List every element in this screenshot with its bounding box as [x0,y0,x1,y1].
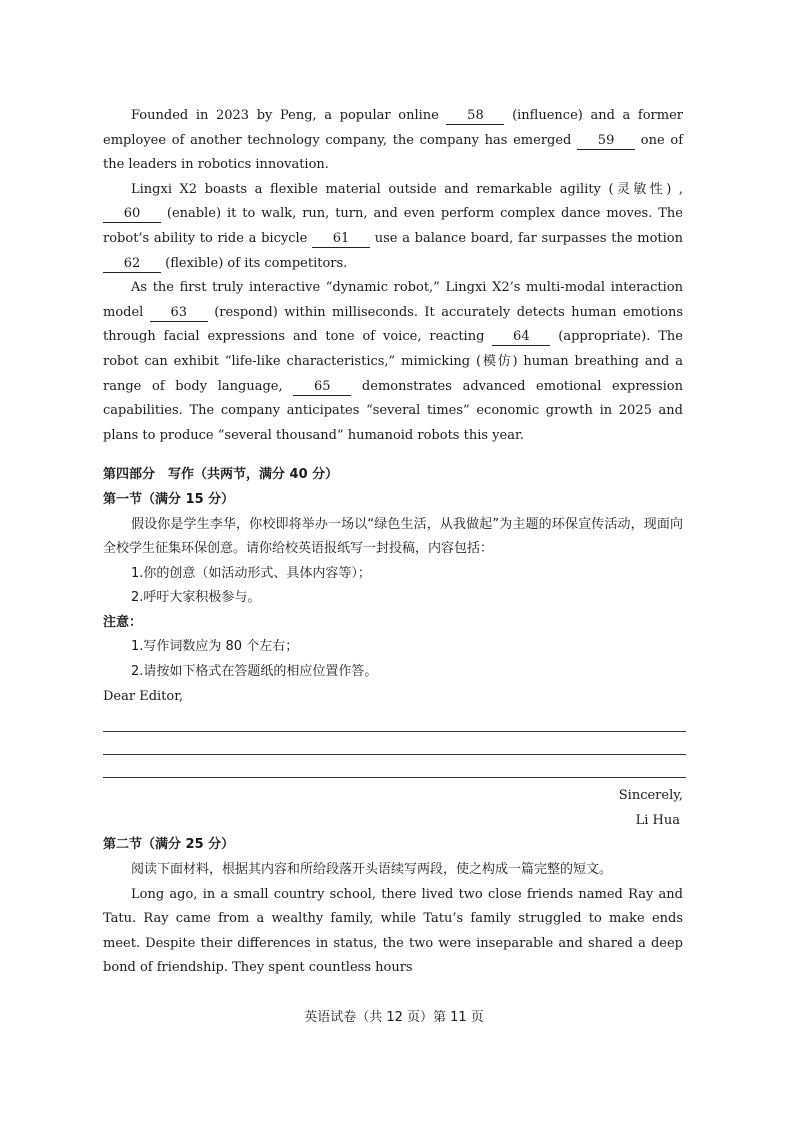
part4-heading: 第四部分 写作（共两节，满分 40 分） [103,467,339,483]
writing-line-2 [103,732,686,755]
blank-65: 65 [293,379,351,396]
letter-signature: Li Hua [635,812,680,828]
section2-heading: 第二节（满分 25 分） [103,837,235,853]
blank-61: 61 [312,231,370,248]
letter-closing: Sincerely, [618,788,683,804]
writing-line-1 [103,709,686,732]
passage-paragraph-2: Lingxi X2 boasts a flexible material outside and remarkable agility (灵敏性) , 60 (enable) it to walk, run, turn, and even perform complex dance moves. The robot’s ability to ride a bicycle 61 use a balance board, far surpasses the motion 62 (flexible) of its competitors. [103,181,683,271]
blank-59: 59 [577,133,635,150]
section1-point-1: 1.你的创意（如活动形式、具体内容等）； [131,565,371,581]
note-2: 2.请按如下格式在答题纸的相应位置作答。 [131,664,378,680]
section1-heading: 第一节（满分 15 分） [103,491,235,507]
blank-64: 64 [492,329,550,346]
writing-line-3 [103,755,686,778]
blank-63: 63 [150,305,208,322]
note-1: 1.写作词数应为 80 个左右； [131,639,299,655]
blank-60: 60 [103,206,161,223]
blank-62: 62 [103,256,161,273]
note-heading: 注意： [103,614,143,630]
letter-salutation: Dear Editor, [103,688,184,704]
page-body [103,104,683,981]
section2-prompt: 阅读下面材料，根据其内容和所给段落开头语续写两段，使之构成一篇完整的短文。 [131,862,613,878]
story-paragraph: Long ago, in a small country school, there lived two close friends named Ray and Tatu. Ray came from a wealthy family, while Tatu’s family struggled to make ends meet. Despite their differences in status, the two were inseparable and shared a deep bond of friendship. They spent countless hours [103,886,683,976]
page-number-text: 英语试卷（共 12 页）第 11 页 [304,1010,484,1025]
passage-paragraph-1: Founded in 2023 by Peng, a popular online 58 (influence) and a former employee of another technology company, the company has emerged 59 one of the leaders in robotics innovation. [103,108,684,173]
section1-prompt: 假设你是学生李华，你校即将举办一场以“绿色生活，从我做起”为主题的环保宣传活动，现面向全校学生征集环保创意。请你给校英语报纸写一封投稿，内容包括： [103,516,683,557]
section1-point-2: 2.呼吁大家积极参与。 [131,590,261,606]
passage-paragraph-3: As the first truly interactive “dynamic robot,” Lingxi X2’s multi-modal interaction model 63 (respond) within milliseconds. It accurately detects human emotions through facial expressions and tone of voice, reacting 64 (appropriate). The robot can exhibit “life-like characteristics,” mimicking (模仿) human breathing and a range of body language, 65 demonstrates advanced emotional expression capabilities. The company anticipates “several times” economic growth in 2025 and plans to produce “several thousand” humanoid robots this year. [103,280,683,443]
page-footer [0,1006,800,1025]
blank-58: 58 [446,108,504,125]
